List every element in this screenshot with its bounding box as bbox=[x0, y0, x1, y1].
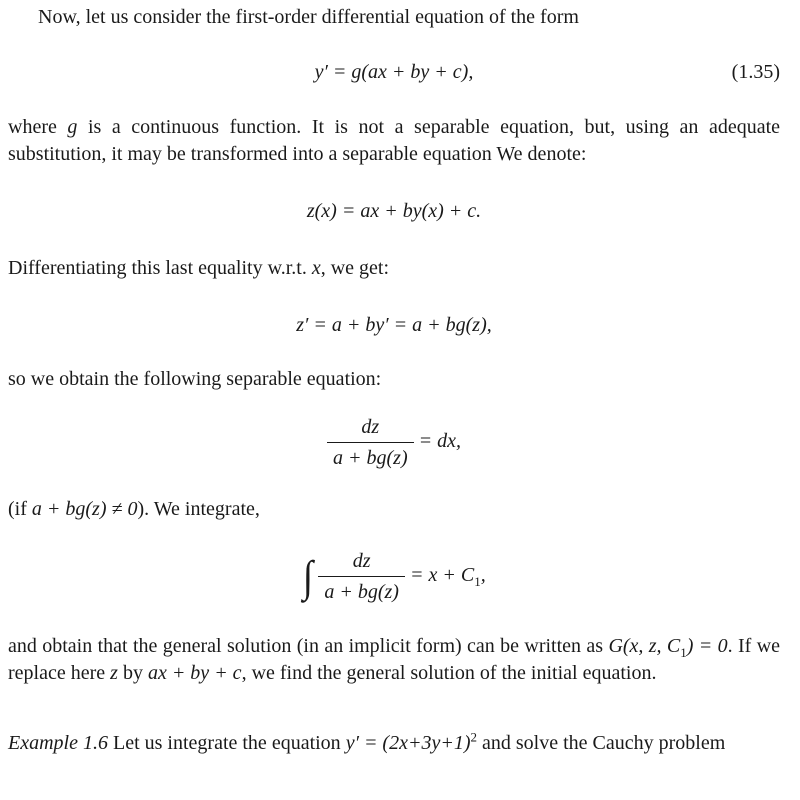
intro-text: Now, let us consider the first-order differential equation of the form bbox=[38, 6, 579, 28]
math-expression: ax + by + c bbox=[147, 662, 242, 684]
equation-separable bbox=[8, 414, 780, 471]
text-run: Differentiating this last equality w.r.t. bbox=[8, 257, 312, 279]
equation-rhs: = x + C bbox=[404, 564, 475, 587]
math-G: G(x, z, C bbox=[608, 635, 681, 657]
paragraph-intro bbox=[8, 4, 780, 31]
paragraph-condition bbox=[8, 496, 780, 523]
text-run: Let us integrate the equation bbox=[107, 732, 346, 754]
integral-sign-icon: ∫ bbox=[303, 551, 314, 601]
equation-rhs: = dx, bbox=[413, 430, 461, 453]
math-G-end: ) = 0 bbox=[686, 635, 728, 657]
equation-substitution bbox=[8, 198, 780, 225]
equation-derivative-body: z′ = a + by′ = a + bg(z), bbox=[296, 314, 492, 336]
text-run: and solve the Cauchy problem bbox=[477, 732, 726, 754]
equation-derivative bbox=[8, 312, 780, 339]
fraction bbox=[327, 414, 414, 471]
text-run: ). We integrate, bbox=[137, 498, 260, 520]
equation-integral bbox=[8, 548, 780, 605]
fraction-numerator: dz bbox=[327, 414, 414, 443]
text-run: by bbox=[117, 662, 148, 684]
text-run: and obtain that the general solution (in an implicit form) can be written as bbox=[8, 635, 609, 657]
example-1-6 bbox=[8, 730, 780, 757]
text-run: , we get: bbox=[320, 257, 390, 279]
math-x: x bbox=[311, 257, 321, 279]
equation-1-35 bbox=[8, 59, 780, 86]
text-run: . If we replace here bbox=[8, 635, 781, 684]
subscript: 1 bbox=[680, 645, 687, 660]
text-run: , we find the general solution of the initial equation. bbox=[241, 662, 657, 684]
math-condition: a + bg(z) ≠ 0 bbox=[31, 498, 138, 520]
paragraph-general-solution bbox=[8, 633, 780, 687]
fraction bbox=[318, 548, 405, 605]
equation-1-35-body: y′ = g(ax + by + c), bbox=[314, 61, 474, 83]
fraction-numerator: dz bbox=[318, 548, 405, 577]
subscript: 1 bbox=[474, 574, 481, 590]
fraction-denominator: a + bg(z) bbox=[333, 447, 408, 469]
text-run: where bbox=[8, 116, 68, 138]
text-run: (if bbox=[8, 498, 32, 520]
math-g: g bbox=[67, 116, 78, 138]
math-example-equation: y′ = (2x+3y+1) bbox=[345, 732, 471, 754]
text-run: is a continuous function. It is not a separable equation, but, using an adequate substitution, it may be transformed into a separable equation We denote: bbox=[8, 116, 781, 165]
text-run: so we obtain the following separable equation: bbox=[8, 368, 382, 390]
equation-end: , bbox=[480, 564, 486, 587]
paragraph-where bbox=[8, 114, 780, 168]
math-z: z bbox=[110, 662, 118, 684]
paragraph-separable bbox=[8, 366, 780, 393]
example-title: Example 1.6 bbox=[8, 732, 108, 754]
superscript: 2 bbox=[470, 729, 478, 745]
equation-substitution-body: z(x) = ax + by(x) + c. bbox=[306, 200, 482, 222]
equation-number: (1.35) bbox=[731, 61, 780, 83]
fraction-denominator: a + bg(z) bbox=[324, 581, 399, 603]
paragraph-differentiating bbox=[8, 255, 780, 282]
